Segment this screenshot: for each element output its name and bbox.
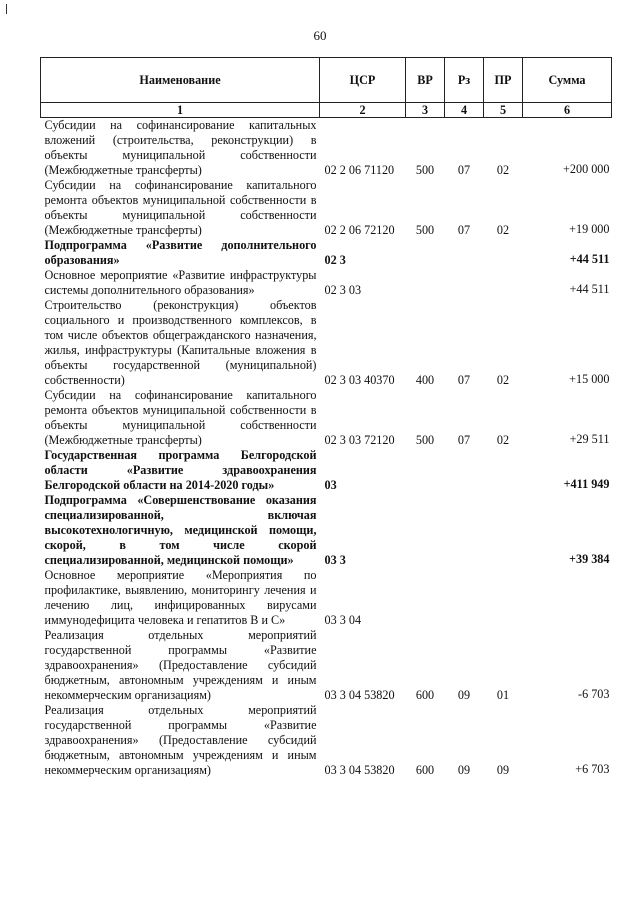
row-sum-cell: +39 384 [569,552,610,566]
row-name-cell: Подпрограмма «Развитие дополнительного образования» [44,238,317,267]
row-pr-cell [484,268,523,298]
row-vr-cell [406,268,445,298]
row-vr-cell: 600 [415,763,435,777]
header-name: Наименование [41,58,320,103]
row-pr-cell [484,448,523,493]
row-sum-cell: +411 949 [563,477,610,491]
header-row [41,58,612,103]
row-pr-cell: 01 [496,688,510,702]
header-rz: Рз [445,58,484,103]
row-rz-cell: 07 [457,373,471,387]
row-csr-cell: 03 3 04 53820 [324,763,395,777]
table-row [41,448,612,493]
row-sum-cell: +29 511 [569,432,610,446]
row-rz-cell [445,493,484,568]
row-rz-cell [445,268,484,298]
row-name-cell: Субсидии на софинансирование капитального ремонта объектов муниципальной собственности в объекты муниципальной собственности (Межбюджетные трансферты) [44,178,317,237]
scan-edge-mark [6,4,7,14]
row-vr-cell: 400 [415,373,435,387]
row-pr-cell: 02 [496,163,510,177]
row-name-cell: Основное мероприятие «Мероприятия по профилактике, выявлению, мониторингу лечения и лечению лиц, инфицированных вирусами иммунодефицита человека и гепатитов В и С» [44,568,317,627]
row-vr-cell: 600 [415,688,435,702]
column-number: 6 [523,103,612,118]
row-sum-cell: -6 703 [578,687,610,701]
row-name-cell: Основное мероприятие «Развитие инфраструктуры системы дополнительного образования» [44,268,317,297]
row-pr-cell: 02 [496,373,510,387]
row-csr-cell: 02 2 06 71120 [324,163,395,177]
row-vr-cell: 500 [415,433,435,447]
row-csr-cell: 02 2 06 72120 [324,223,395,237]
row-sum-cell: +44 511 [569,282,610,296]
column-number: 1 [41,103,320,118]
header-pr: ПР [484,58,523,103]
row-rz-cell [445,238,484,268]
row-vr-cell: 500 [415,223,435,237]
row-csr-cell: 02 3 03 40370 [324,373,395,387]
column-number: 4 [445,103,484,118]
row-name-cell: Реализация отдельных мероприятий государственной программы «Развитие здравоохранения» (Предоставление субсидий бюджетным, автономным учреждениям и иным некоммерческим организациям) [44,628,317,702]
table-row [41,118,612,179]
page-number: 60 [313,28,327,43]
row-csr-cell: 02 3 03 [324,283,362,297]
row-name-cell: Субсидии на софинансирование капитального ремонта объектов муниципальной собственности в объекты муниципальной собственности (Межбюджетные трансферты) [44,388,317,447]
row-rz-cell [445,568,484,628]
table-row [41,268,612,298]
row-pr-cell [484,568,523,628]
row-pr-cell [484,238,523,268]
row-name-cell: Государственная программа Белгородской области «Развитие здравоохранения Белгородской области на 2014-2020 годы» [44,448,317,492]
row-vr-cell [406,568,445,628]
row-rz-cell: 07 [457,433,471,447]
row-rz-cell: 09 [457,763,471,777]
table-body [41,118,612,779]
row-vr-cell [406,493,445,568]
table-row [41,238,612,268]
row-name-cell: Субсидии на софинансирование капитальных вложений (строительства, реконструкции) в объекты муниципальной собственности (Межбюджетные трансферты) [44,118,317,177]
row-csr-cell: 03 3 04 [324,613,362,627]
row-pr-cell: 02 [496,223,510,237]
row-sum-cell: +44 511 [569,252,610,266]
row-csr-cell: 03 3 [324,553,346,567]
column-number-row [41,103,612,118]
table-row [41,178,612,238]
row-sum-cell [523,568,612,628]
table-row [41,628,612,703]
table-row [41,298,612,388]
header-csr: ЦСР [320,58,406,103]
row-csr-cell: 02 3 03 72120 [324,433,395,447]
row-csr-cell: 03 3 04 53820 [324,688,395,702]
table-row [41,388,612,448]
row-rz-cell: 07 [457,223,471,237]
header-sum: Сумма [523,58,612,103]
row-sum-cell: +19 000 [569,222,610,236]
row-sum-cell: +200 000 [563,162,610,176]
row-vr-cell [406,238,445,268]
row-name-cell: Подпрограмма «Совершенствование оказания специализированной, включая высокотехнологичную, медицинской помощи, скорой, в том числе скорой специализированной, медицинской помощи» [44,493,317,567]
row-pr-cell: 09 [496,763,510,777]
column-number: 5 [484,103,523,118]
row-pr-cell [484,493,523,568]
row-csr-cell: 03 [324,478,337,492]
row-sum-cell: +6 703 [575,762,610,776]
table-row [41,568,612,628]
header-vr: ВР [406,58,445,103]
row-rz-cell: 07 [457,163,471,177]
row-rz-cell: 09 [457,688,471,702]
row-name-cell: Строительство (реконструкция) объектов социального и производственного комплексов, в том числе объектов общегражданского назначения, жилья, инфраструктуры (Капитальные вложения в объекты государственной (муниципальной) собственности) [44,298,317,387]
row-sum-cell: +15 000 [569,372,610,386]
row-rz-cell [445,448,484,493]
row-vr-cell [406,448,445,493]
row-name-cell: Реализация отдельных мероприятий государственной программы «Развитие здравоохранения» (Предоставление субсидий бюджетным, автономным учреждениям и иным некоммерческим организациям) [44,703,317,777]
row-csr-cell: 02 3 [324,253,346,267]
budget-table [40,57,612,778]
column-number: 2 [320,103,406,118]
column-number: 3 [406,103,445,118]
table-row [41,703,612,778]
row-vr-cell: 500 [415,163,435,177]
table-row [41,493,612,568]
row-pr-cell: 02 [496,433,510,447]
